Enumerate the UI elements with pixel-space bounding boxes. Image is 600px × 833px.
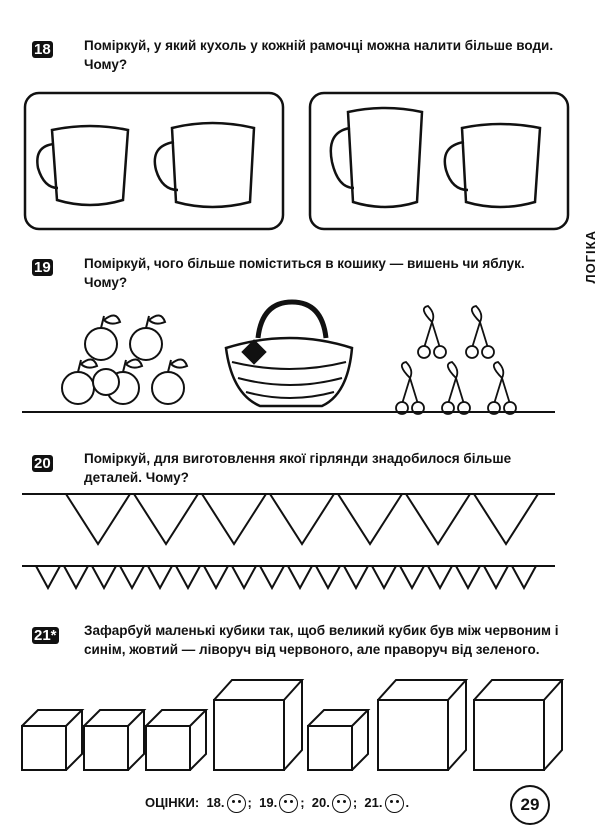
task-number-18: 18 [34, 41, 51, 58]
smiley-icon [332, 794, 351, 813]
cherries [396, 306, 516, 414]
smiley-icon [227, 794, 246, 813]
cube-small-1 [22, 710, 82, 770]
task-number-20: 20 [34, 455, 51, 472]
mugs-illustration [0, 88, 600, 238]
basket [226, 302, 352, 406]
mug-tall [331, 108, 422, 207]
task-20-text: Поміркуй, для виготовлення якої гірлянди знадобилося більше деталей. Чому? [84, 451, 512, 485]
task-number-19: 19 [34, 259, 51, 276]
cube-small-3 [146, 710, 206, 770]
section-label: ЛОГІКА [583, 230, 598, 284]
cubes [0, 670, 600, 790]
mug-medium [445, 124, 540, 207]
cube-large-1 [214, 680, 302, 770]
cube-small-2 [84, 710, 144, 770]
task-19-text: Поміркуй, чого більше поміститься в кошику — вишень чи яблук. Чому? [84, 256, 525, 290]
smiley-icon [279, 794, 298, 813]
mug-large [155, 123, 254, 207]
task-18-text: Поміркуй, у який кухоль у кожній рамочці можна налити більше води. Чому? [84, 38, 554, 72]
mug-small [37, 126, 128, 205]
cube-small-4 [308, 710, 368, 770]
smiley-icon [385, 794, 404, 813]
grades-footer: ОЦІНКИ: 18. ; 19. ; 20. ; 21. . [145, 794, 409, 813]
garland-small-flags [36, 566, 536, 588]
page-number: 29 [510, 785, 550, 825]
task-number-21: 21* [34, 627, 57, 644]
apples [62, 315, 187, 404]
cube-large-2 [378, 680, 466, 770]
garlands [0, 488, 600, 598]
cube-large-3 [474, 680, 562, 770]
task-21-text: Зафарбуй маленькі кубики так, щоб великий кубик був між червоним і синім, жовтий — ліворуч від червоного, але праворуч від зеленого. [84, 623, 559, 657]
garland-large-flags [66, 494, 538, 544]
basket-apples-cherries [0, 298, 600, 428]
